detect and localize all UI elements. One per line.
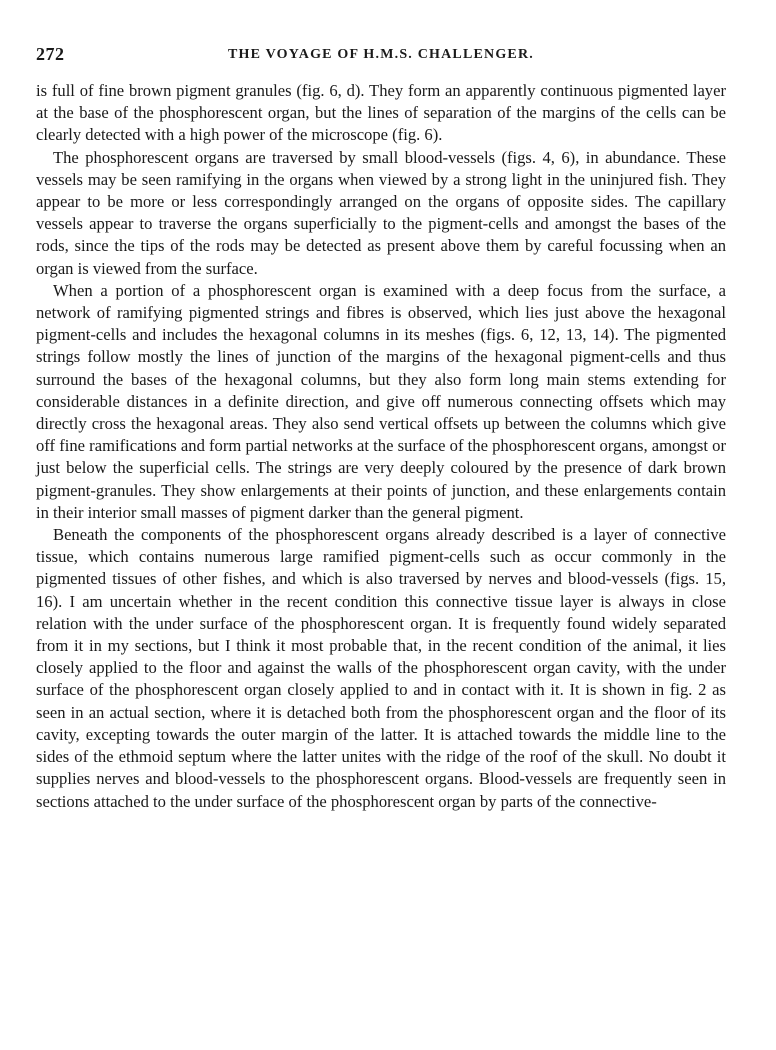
running-header [36, 44, 726, 66]
page-number: 272 [36, 44, 65, 64]
running-title: THE VOYAGE OF H.M.S. CHALLENGER. [228, 47, 534, 62]
body-text [36, 80, 726, 813]
paragraph-connective-tissue: Beneath the components of the phosphorescent organs already described is a layer of connective tissue, which contains numerous large ramified pigment-cells such as occur commonly in the pigmented tissues of other fishes, and which is also traversed by nerves and blood-vessels (figs. 15, 16). I am uncertain whether in the recent condition this connective tissue layer is always in close relation with the under surface of the phosphorescent organ. It is frequently found widely separated from it in my sections, but I think it most probable that, in the recent condition of the animal, it lies closely applied to the floor and against the walls of the phosphorescent organ cavity, with the under surface of the phosphorescent organ closely applied to and in contact with it. It is shown in fig. 2 as seen in an actual section, where it is detached both from the phosphorescent organ and the floor of its cavity, excepting towards the outer margin of the latter. It is attached towards the middle line to the sides of the ethmoid septum where the latter unites with the ridge of the roof of the skull. No doubt it supplies nerves and blood-vessels to the phosphorescent organs. Blood-vessels are frequently seen in sections attached to the under surface of the phosphorescent organ by parts of the connective- [36, 525, 726, 811]
paragraph-blood-vessels: The phosphorescent organs are traversed by small blood-vessels (figs. 4, 6), in abundance. These vessels may be seen ramifying in the organs when viewed by a strong light in the uninjured fish. They appear to be more or less correspondingly arranged on the organs of opposite sides. The capillary vessels appear to traverse the organs superficially to the pigment-cells and amongst the bases of the rods, since the tips of the rods may be detected as present above them by careful focussing when an organ is viewed from the surface. [36, 147, 726, 278]
paragraph-pigmented-strings: When a portion of a phosphorescent organ is examined with a deep focus from the surface, a network of ramifying pigmented strings and fibres is observed, which lies just above the hexagonal pigment-cells and includes the hexagonal columns in its meshes (figs. 6, 12, 13, 14). The pigmented strings follow mostly the lines of junction of the margins of the hexagonal pigment-cells and thus surround the bases of the hexagonal columns, but they also form long main stems extending for considerable distances in a definite direction, and give off numerous connecting offsets which may directly cross the hexagonal areas. They also send vertical offsets up between the columns which give off fine ramifications and form partial networks at the surface of the phosphorescent organs, amongst or just below the superficial cells. The strings are very deeply coloured by the presence of dark brown pigment-granules. They show enlargements at their points of junction, and these enlargements contain in their interior small masses of pigment darker than the general pigment. [36, 280, 726, 522]
document-page [36, 44, 726, 813]
paragraph-continued: is full of fine brown pigment granules (fig. 6, d). They form an apparently continuous pigmented layer at the base of the phosphorescent organ, but the lines of separation of the margins of the cells can be clearly detected with a high power of the microscope (fig. 6). [36, 81, 726, 145]
